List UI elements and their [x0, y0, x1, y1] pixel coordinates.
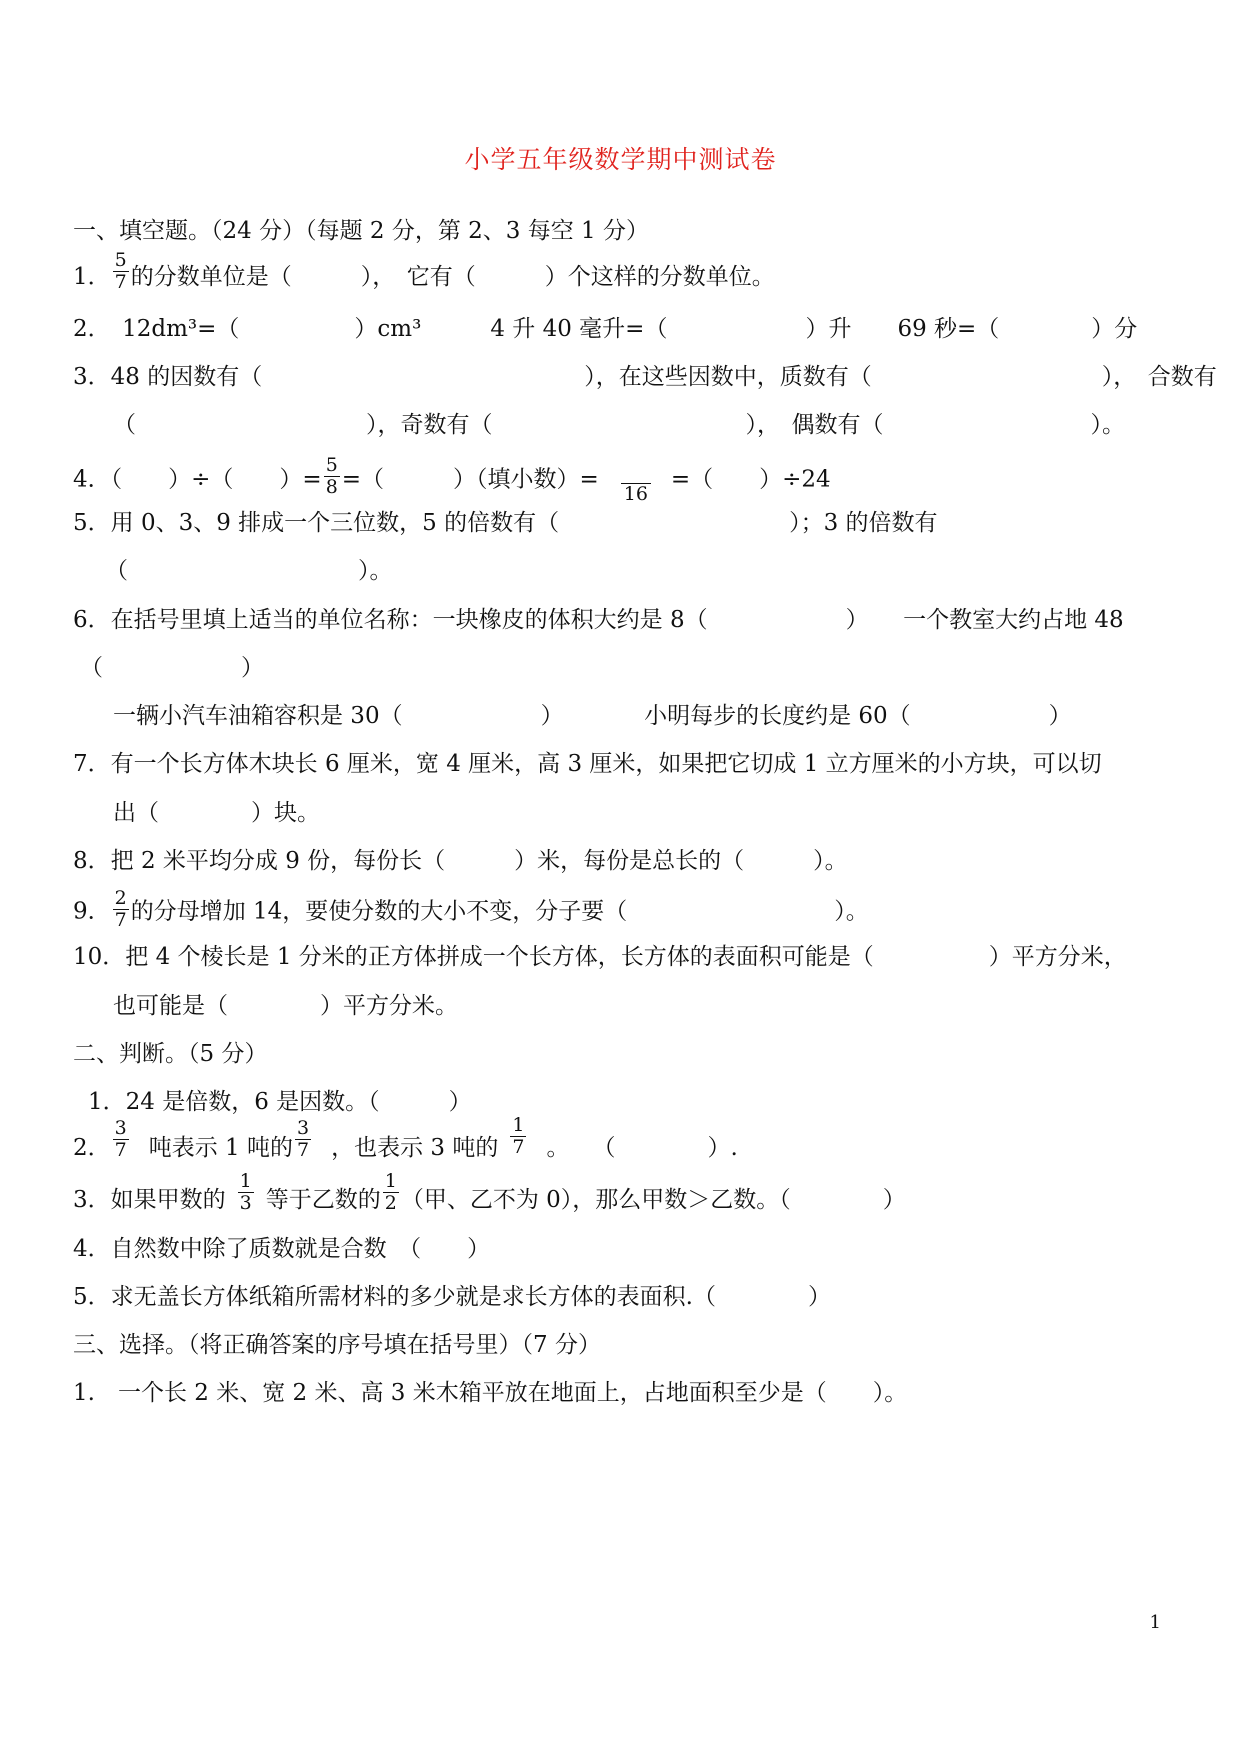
- fraction-denominator: 7: [114, 909, 127, 931]
- question-text: 4．（ ）÷（ ）=: [73, 466, 322, 493]
- fraction: [621, 462, 651, 505]
- fraction-numerator: [621, 462, 651, 484]
- question-text: 吨表示 1 吨的: [148, 1135, 293, 1161]
- question-1-3-line1: 3．48 的因数有（ ），在这些因数中，质数有（ ）， 合数有: [73, 364, 1217, 390]
- fraction-numerator: 5: [325, 454, 338, 476]
- question-1-5-line1: 5．用 0、3、9 排成一个三位数，5 的倍数有（ ）；3 的倍数有: [73, 510, 938, 536]
- fraction: [113, 250, 129, 293]
- question-2-4: 4．自然数中除了质数就是合数 （ ）: [73, 1236, 491, 1262]
- question-1-4: [73, 456, 831, 505]
- question-2-1: 1．24 是倍数，6 是因数。（ ）: [88, 1089, 472, 1115]
- question-text: =（ ）÷24: [670, 466, 831, 493]
- fraction-denominator: 7: [512, 1135, 525, 1158]
- question-1-9: [73, 887, 869, 931]
- question-1-1: [73, 248, 775, 293]
- fraction: [324, 455, 340, 498]
- question-text: （甲、乙不为 0），那么甲数＞乙数。（ ）: [400, 1187, 906, 1213]
- fraction: [113, 1118, 129, 1161]
- question-number: 2．: [73, 1135, 111, 1161]
- question-text: 等于乙数的: [265, 1187, 381, 1213]
- question-1-6-line2: （ ）: [80, 655, 264, 681]
- fraction-numerator: 3: [114, 1116, 127, 1139]
- question-1-6-line1: 6．在括号里填上适当的单位名称：一块橡皮的体积大约是 8（ ） 一个教室大约占地 48: [73, 607, 1124, 633]
- question-3-1: 1. 一个长 2 米、宽 2 米、高 3 米木箱平放在地面上，占地面积至少是（ ）。: [73, 1380, 908, 1406]
- fraction-denominator: 7: [114, 1138, 127, 1161]
- fraction-denominator: 8: [325, 476, 338, 498]
- question-2-3: [73, 1169, 906, 1215]
- fraction-numerator: 1: [239, 1169, 252, 1192]
- page-title: 小学五年级数学期中测试卷: [464, 145, 777, 174]
- question-text: 的分数单位是（ ）， 它有（ ）个这样的分数单位。: [130, 264, 775, 290]
- fraction-denominator: 7: [297, 1138, 310, 1161]
- fraction-numerator: 2: [114, 887, 127, 909]
- fraction-denominator: 3: [239, 1191, 252, 1214]
- question-1-10-line2: 也可能是（ ）平方分米。: [113, 993, 458, 1019]
- fraction: [383, 1171, 399, 1214]
- question-1-6-line3: 一辆小汽车油箱容积是 30（ ） 小明每步的长度约是 60（ ）: [113, 703, 1072, 729]
- section-3-header: 三、选择。（将正确答案的序号填在括号里）（7 分）: [73, 1332, 601, 1358]
- question-1-8: 8．把 2 米平均分成 9 份，每份长（ ）米，每份是总长的（ ）。: [73, 848, 848, 874]
- question-text: 。 （ ）.: [546, 1135, 738, 1161]
- fraction: [113, 888, 129, 931]
- question-2-2: [73, 1113, 738, 1163]
- question-1-7-line2: 出（ ）块。: [113, 800, 320, 826]
- question-1-5-line2: （ ）。: [105, 558, 393, 584]
- question-1-10-line1: 10．把 4 个棱长是 1 分米的正方体拼成一个长方体，长方体的表面积可能是（ ）平方分米，: [73, 944, 1127, 970]
- fraction: [238, 1171, 254, 1214]
- fraction-numerator: 1: [512, 1113, 525, 1136]
- page-number: 1: [1149, 1612, 1161, 1633]
- question-1-2: 2． 12dm³=（ ）cm³ 4 升 40 毫升=（ ）升 69 秒=（ ）分: [73, 316, 1138, 342]
- question-1-7-line1: 7．有一个长方体木块长 6 厘米，宽 4 厘米，高 3 厘米，如果把它切成 1 立方厘米的小方块，可以切: [73, 751, 1102, 777]
- fraction: [510, 1115, 526, 1158]
- question-text: =（ ）（填小数）=: [341, 466, 599, 493]
- fraction-denominator: 16: [623, 483, 648, 505]
- question-2-5: 5．求无盖长方体纸箱所需材料的多少就是求长方体的表面积.（ ）: [73, 1284, 831, 1310]
- fraction-numerator: 5: [114, 248, 127, 271]
- fraction-numerator: 3: [297, 1116, 310, 1139]
- section-2-header: 二、判断。（5 分）: [73, 1041, 268, 1067]
- fraction-denominator: 2: [384, 1191, 397, 1214]
- question-text: ，也表示 3 吨的: [331, 1135, 499, 1161]
- question-text: 3．如果甲数的: [73, 1187, 226, 1213]
- question-number: 9．: [73, 898, 111, 925]
- question-number: 1．: [73, 264, 111, 290]
- fraction-denominator: 7: [114, 270, 127, 293]
- section-1-header: 一、填空题。（24 分）（每题 2 分，第 2、3 每空 1 分）: [73, 218, 649, 244]
- question-text: 的分母增加 14，要使分数的大小不变，分子要（ ）。: [130, 898, 869, 925]
- fraction: [295, 1118, 311, 1161]
- question-1-3-line2: （ ），奇数有（ ）， 偶数有（ ）。: [113, 412, 1125, 438]
- fraction-numerator: 1: [384, 1169, 397, 1192]
